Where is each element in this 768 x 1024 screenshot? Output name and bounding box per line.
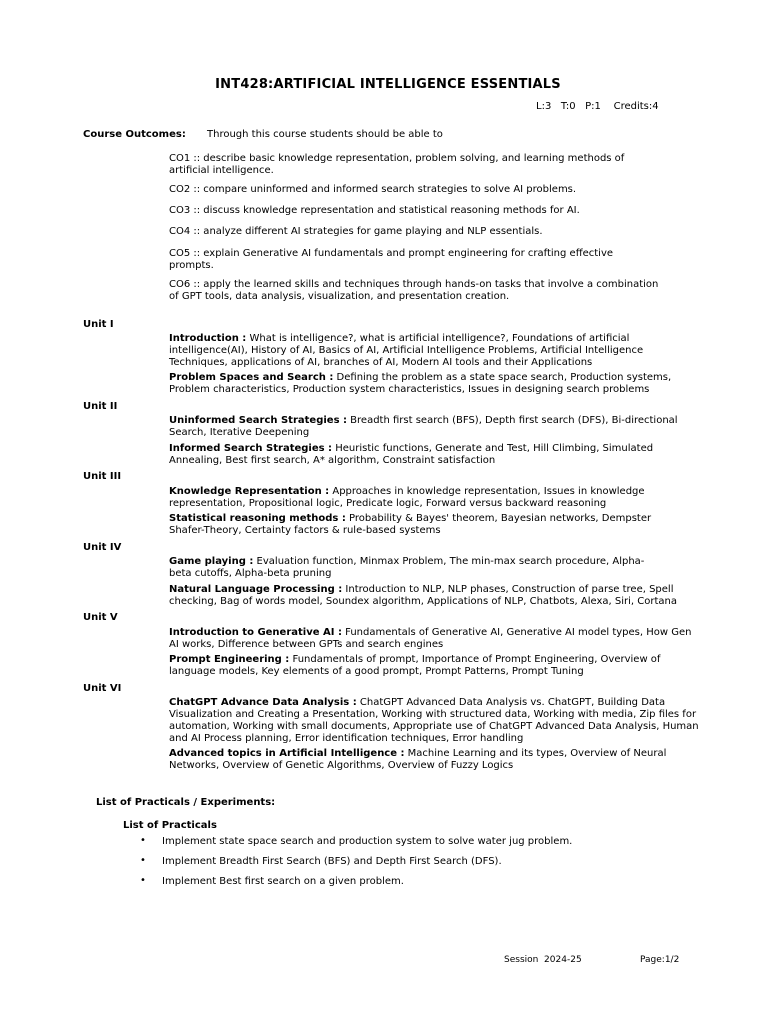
unit-3-topic-1	[169, 486, 669, 510]
topic-heading: Prompt Engineering :	[169, 654, 290, 665]
topic-heading: Game playing :	[169, 556, 254, 567]
topic-text: Approaches in knowledge representation, Issues in knowledge representation, Propositional logic, Predicate logic, Forward versus backward reasoning	[169, 486, 645, 509]
bullet-icon: •	[140, 855, 146, 866]
topic-heading: Introduction :	[169, 333, 247, 344]
course-outcome-1: CO1 :: describe basic knowledge representation, problem solving, and learning methods of artificial intelligence.	[169, 153, 625, 176]
course-outcome-4: CO4 :: analyze different AI strategies for game playing and NLP essentials.	[169, 226, 543, 237]
course-title: INT428:ARTIFICIAL INTELLIGENCE ESSENTIALS	[215, 77, 561, 92]
topic-text: Probability & Bayes' theorem, Bayesian networks, Dempster Shafer-Theory, Certainty factors & rule-based systems	[169, 513, 652, 536]
topic-text: ChatGPT Advanced Data Analysis vs. ChatGPT, Building Data Visualization and Creating a Presentation, Working with structured data, Working with media, Zip files for automation, Working with small documents, Appropriate use of ChatGPT Advanced Data Analysis, Human and AI Process planning, Error identification techniques, Error handling	[169, 697, 699, 744]
course-outcomes-label: Course Outcomes:	[83, 129, 186, 140]
unit-5-topic-2	[169, 654, 689, 678]
topic-text: Defining the problem as a state space search, Production systems, Problem characteristics, Production system characteristics, Issues in designing search problems	[169, 372, 672, 395]
practical-item-3: Implement Best first search on a given problem.	[162, 876, 404, 887]
unit-2-label: Unit II	[83, 401, 118, 412]
page-number: Page:1/2	[640, 955, 680, 965]
topic-text: Breadth first search (BFS), Depth first search (DFS), Bi-directional Search, Iterative Deepening	[169, 415, 678, 438]
topic-heading: Statistical reasoning methods :	[169, 513, 346, 524]
course-outcome-2: CO2 :: compare uninformed and informed search strategies to solve AI problems.	[169, 184, 577, 195]
course-outcome-3: CO3 :: discuss knowledge representation and statistical reasoning methods for AI.	[169, 205, 580, 216]
unit-5-label: Unit V	[83, 612, 118, 623]
course-outcome-6: CO6 :: apply the learned skills and techniques through hands-on tasks that involve a combination of GPT tools, data analysis, visualization, and presentation creation.	[169, 279, 659, 302]
topic-text: Machine Learning and its types, Overview of Neural Networks, Overview of Genetic Algorithms, Overview of Fuzzy Logics	[169, 748, 667, 771]
practicals-title: List of Practicals / Experiments:	[96, 797, 276, 808]
unit-1-topic-1	[169, 333, 689, 369]
topic-text: Fundamentals of prompt, Importance of Prompt Engineering, Overview of language models, Key elements of a good prompt, Prompt Patterns, Prompt Tuning	[169, 654, 661, 677]
topic-text: Introduction to NLP, NLP phases, Construction of parse tree, Spell checking, Bag of words model, Soundex algorithm, Applications of NLP, Chatbots, Alexa, Siri, Cortana	[169, 584, 678, 607]
unit-1-topic-2	[169, 372, 704, 396]
unit-3-topic-2	[169, 513, 669, 537]
unit-6-topic-1	[169, 697, 704, 745]
unit-5-topic-1	[169, 627, 694, 651]
session-label: Session 2024-25	[504, 955, 582, 965]
unit-3-label: Unit III	[83, 471, 122, 482]
topic-heading: Introduction to Generative AI :	[169, 627, 342, 638]
bullet-icon: •	[140, 835, 146, 846]
practical-item-1: Implement state space search and production system to solve water jug problem.	[162, 836, 573, 847]
practicals-subtitle: List of Practicals	[123, 820, 217, 831]
credits-line: L:3 T:0 P:1 Credits:4	[536, 101, 659, 112]
unit-4-label: Unit IV	[83, 542, 122, 553]
unit-4-topic-1	[169, 556, 664, 580]
topic-heading: ChatGPT Advance Data Analysis :	[169, 697, 357, 708]
bullet-icon: •	[140, 875, 146, 886]
topic-heading: Problem Spaces and Search :	[169, 372, 334, 383]
unit-6-label: Unit VI	[83, 683, 122, 694]
topic-text: Evaluation function, Minmax Problem, The min-max search procedure, Alpha-beta cutoffs, Alpha-beta pruning	[169, 556, 645, 579]
topic-heading: Advanced topics in Artificial Intelligence :	[169, 748, 405, 759]
topic-heading: Knowledge Representation :	[169, 486, 330, 497]
unit-6-topic-2	[169, 748, 669, 772]
topic-text: Fundamentals of Generative AI, Generative AI model types, How Gen AI works, Difference between GPTs and search engines	[169, 627, 692, 650]
topic-heading: Uninformed Search Strategies :	[169, 415, 347, 426]
practical-item-2: Implement Breadth First Search (BFS) and Depth First Search (DFS).	[162, 856, 502, 867]
course-outcome-5: CO5 :: explain Generative AI fundamentals and prompt engineering for crafting effective prompts.	[169, 248, 614, 271]
unit-2-topic-2	[169, 443, 654, 467]
unit-2-topic-1	[169, 415, 704, 439]
unit-4-topic-2	[169, 584, 704, 608]
course-outcomes-intro: Through this course students should be able to	[207, 129, 443, 140]
topic-text: Heuristic functions, Generate and Test, Hill Climbing, Simulated Annealing, Best first search, A* algorithm, Constraint satisfaction	[169, 443, 654, 466]
topic-heading: Informed Search Strategies :	[169, 443, 333, 454]
unit-1-label: Unit I	[83, 319, 114, 330]
topic-heading: Natural Language Processing :	[169, 584, 343, 595]
topic-text: What is intelligence?, what is artificial intelligence?, Foundations of artificial intelligence(AI), History of AI, Basics of AI, Artificial Intelligence Problems, Artificial Intelligence Techniques, applications of AI, branches of AI, Modern AI tools and their Applications	[169, 333, 644, 368]
